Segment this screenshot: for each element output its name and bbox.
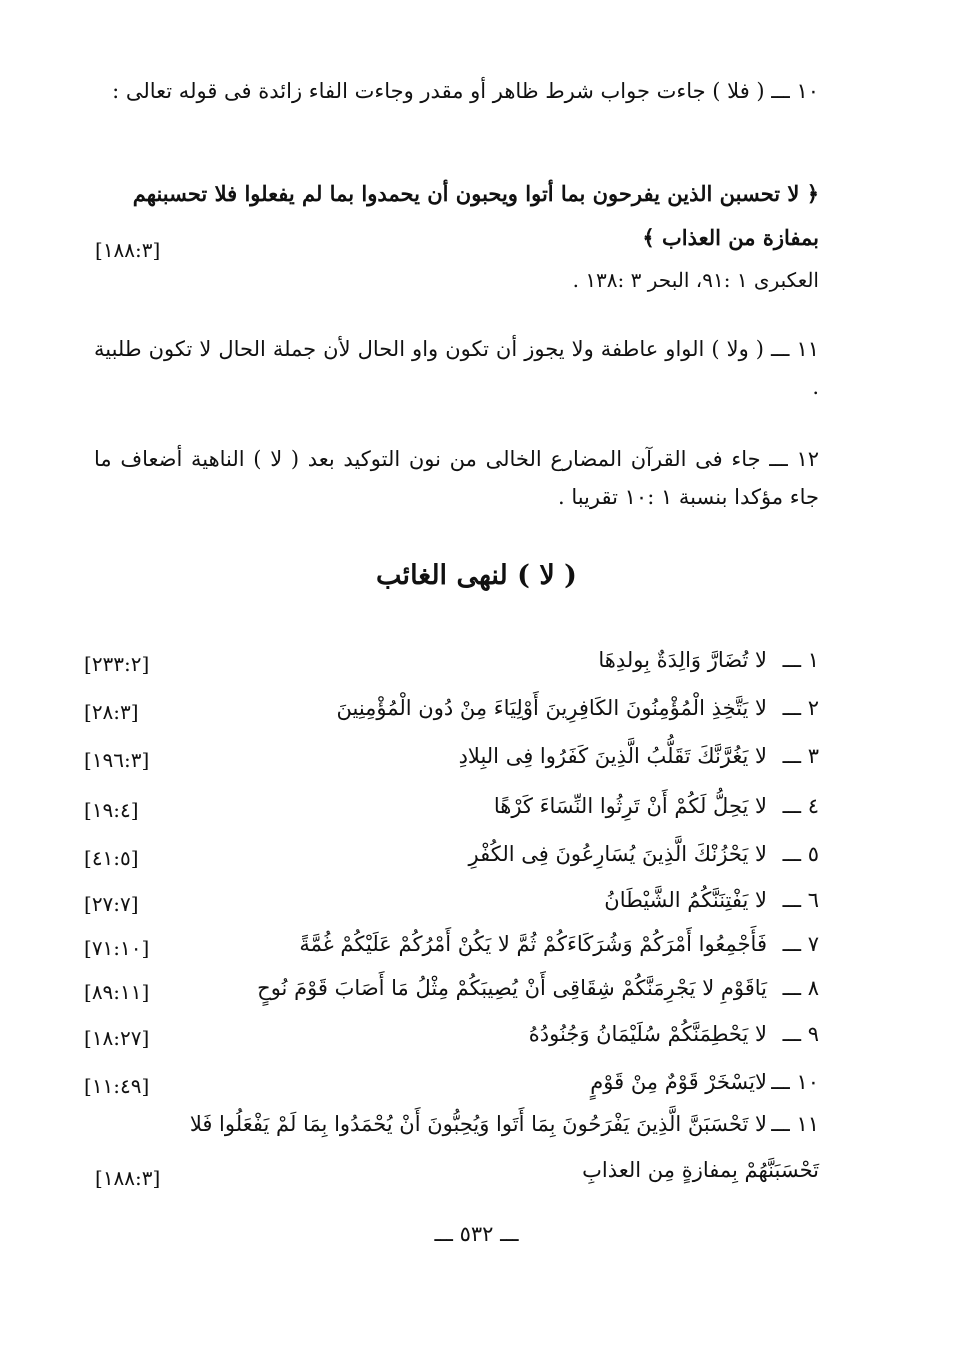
item-reference: [١٨:٢٧] [84, 1026, 150, 1050]
item-text: فَأَجْمِعُوا أَمْرَكُمْ وَشُرَكَاءَكُمْ ثُمَّ لا يَكُنْ أَمْرُكُمْ عَلَيْكُمْ غُمَّةً [299, 932, 767, 956]
list-item [84, 968, 819, 1016]
list-item [84, 688, 819, 736]
item-number: ٦ ـــ [782, 888, 819, 912]
item-number: ١١ ـــ [771, 1112, 819, 1136]
page-number: ـــ ٥٣٢ ـــ [434, 1222, 519, 1246]
item-reference: [٨٩:١١] [84, 980, 150, 1004]
item-text: لا يَحْطِمَنَّكُمْ سُلَيْمَانُ وَجُنُودُهُ [528, 1022, 767, 1046]
list-item [84, 786, 819, 834]
item-text: يَاقَوْمِ لا يَجْرِمَنَّكُمْ شِقَاقِى أَنْ يُصِيبَكُمْ مِثْلُ مَا أَصَابَ قَوْمَ نُوحٍ [257, 976, 767, 1000]
list-item [84, 924, 819, 972]
list-item [84, 834, 819, 882]
list-item [84, 640, 819, 688]
item-number: ٨ ـــ [782, 976, 819, 1000]
item-reference: [١٩:٤] [84, 798, 139, 822]
quran-verse: ﴿ لا تحسبن الذين يفرحون بما أتوا ويحبون أن يحمدوا بما لم يفعلوا فلا تحسبنهم بمفازة من العذاب ﴾ [132, 181, 819, 250]
list-item [94, 1104, 819, 1152]
item-number: ١٠ ـــ [771, 1070, 819, 1094]
list-item [84, 736, 819, 784]
item-text: لا يَحِلُّ لَكُمْ أَنْ تَرِثُوا النِّسَاءَ كَرْهًا [493, 794, 767, 818]
item-number: ١ ـــ [782, 648, 819, 672]
item-number: ٣ ـــ [782, 744, 819, 768]
paragraph-12: ١٢ ـــ جاء فى القرآن المضارع الخالى من نون التوكيد بعد ( لا ) الناهية أضعاف ما جاء مؤكدا بنسبة ١ :١٠ تقريبا . [94, 447, 819, 509]
item-text: لا تُضَارَّ وَالِدَةٌ بِولدِهَا [598, 648, 767, 672]
source-citation: العكبرى ١ :٩١، البحر ٣ :١٣٨ . [572, 268, 819, 292]
item-11-reference: [١٨٨:٣] [95, 1166, 161, 1190]
item-text: لا يَتَّخِذِ الْمُؤْمِنُونَ الكَافِرِينَ أَوْلِيَاءَ مِنْ دُون الْمُؤْمِنِينَ [336, 696, 767, 720]
item-text: لا تَحْسَبَنَّ الَّذِينَ يَفْرَحُونَ بِمَا أَتَوا وَيُحِبُّونَ أَنْ يُحْمَدُوا بِمَا لَمْ يَفْعَلُوا فَلا [189, 1112, 767, 1136]
item-reference: [٢٨:٣] [84, 700, 139, 724]
list-item [84, 1062, 819, 1110]
section-heading: ( لا ) لنهى الغائب [376, 560, 577, 591]
item-text: لا يَغُرَّنَّكَ تَقَلُّبُ الَّذِينَ كَفَرُوا فِى البِلادِ [458, 744, 767, 768]
paragraph-11: ١١ ـــ ( ولا ) الواو عاطفة ولا يجوز أن تكون واو الحال لأن جملة الحال لا تكون طلبية . [94, 337, 819, 399]
item-reference: [٢٧:٧] [84, 892, 139, 916]
item-number: ٩ ـــ [782, 1022, 819, 1046]
list-item [84, 1014, 819, 1062]
item-number: ٧ ـــ [782, 932, 819, 956]
item-text: لا يَحْزُنْكَ الَّذِينَ يُسَارِعُونَ فِى الكُفْرِ [468, 842, 767, 866]
item-number: ٥ ـــ [782, 842, 819, 866]
item-reference: [١١:٤٩] [84, 1074, 150, 1098]
verse-reference: [١٨٨:٣] [95, 238, 161, 262]
item-reference: [٤١:٥] [84, 846, 139, 870]
item-reference: [٢٣٣:٢] [84, 652, 150, 676]
item-11-continuation: تَحْسَبَنَّهُمْ بِمفازةٍ مِن العذابِ [582, 1158, 819, 1182]
item-text: لايَسْخَرْ قَوْمٌ مِنْ قَوْمٍ [590, 1070, 767, 1094]
item-number: ٤ ـــ [782, 794, 819, 818]
item-text: لا يَفْتِنَنَّكُمُ الشَّيْطَانُ [604, 888, 767, 912]
item-reference: [١٩٦:٣] [84, 748, 150, 772]
item-reference: [٧١:١٠] [84, 936, 150, 960]
paragraph-10: ١٠ ـــ ( فلا ) جاءت جواب شرط ظاهر أو مقدر وجاءت الفاء زائدة فى قوله تعالى : [112, 79, 819, 103]
item-number: ٢ ـــ [782, 696, 819, 720]
list-item [84, 880, 819, 928]
